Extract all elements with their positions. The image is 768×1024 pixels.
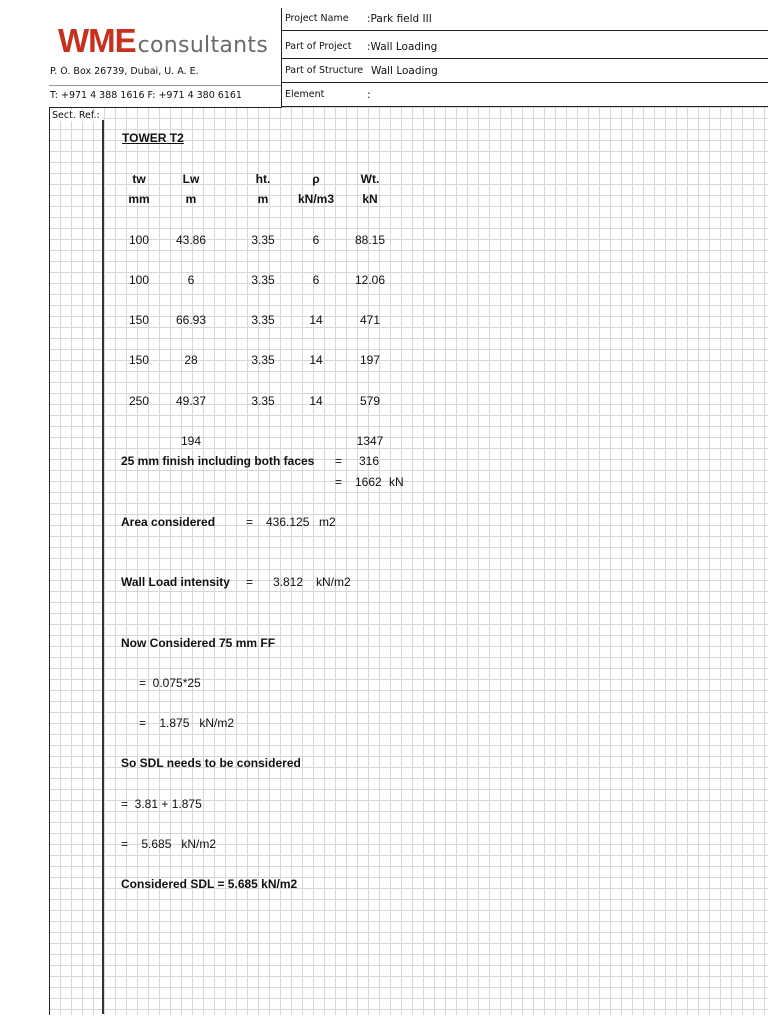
column-unit-density: kN/m3 xyxy=(297,192,335,206)
table-cell: 88.15 xyxy=(354,233,386,247)
table-cell: 250 xyxy=(128,394,150,408)
logo-suffix: consultants xyxy=(137,33,269,58)
table-cell: 3.35 xyxy=(251,353,275,367)
finish-equals: = xyxy=(335,454,343,468)
table-cell: 43.86 xyxy=(175,233,207,247)
part-of-project-label: Part of Project xyxy=(285,41,352,52)
table-cell: 197 xyxy=(359,353,381,367)
finish-label: 25 mm finish including both faces xyxy=(121,454,315,468)
finish-value: 316 xyxy=(359,454,380,468)
table-cell: 471 xyxy=(359,313,381,327)
table-cell: 14 xyxy=(309,394,323,408)
table-cell: 6 xyxy=(187,273,195,287)
calc-title: TOWER T2 xyxy=(122,131,184,145)
company-block xyxy=(49,8,282,108)
column-unit-tw: mm xyxy=(128,192,150,206)
grand-total-unit: kN xyxy=(389,475,404,489)
sdl-formula: = 3.81 + 1.875 xyxy=(121,797,202,811)
table-cell: 100 xyxy=(128,233,150,247)
column-header-tw: tw xyxy=(132,172,146,186)
project-name-row xyxy=(281,8,768,31)
area-label: Area considered xyxy=(121,515,216,529)
table-cell: 28 xyxy=(184,353,198,367)
element-label: Element xyxy=(285,89,325,100)
wall-load-equals: = xyxy=(246,575,254,589)
element-row xyxy=(281,84,768,107)
column-unit-ht: m xyxy=(257,192,269,206)
divider xyxy=(49,85,281,86)
element-value: : xyxy=(367,89,371,101)
ff-result: = 1.875 kN/m2 xyxy=(139,716,235,730)
area-equals: = xyxy=(246,515,254,529)
table-cell: 150 xyxy=(128,353,150,367)
part-of-structure-value: Wall Loading xyxy=(371,65,438,77)
ff-heading: Now Considered 75 mm FF xyxy=(121,636,276,650)
wall-load-value: 3.812 xyxy=(273,575,304,589)
column-header-density: ρ xyxy=(312,172,320,186)
table-cell: 3.35 xyxy=(251,233,275,247)
column-header-lw: Lw xyxy=(182,172,200,186)
table-cell: 66.93 xyxy=(175,313,207,327)
wall-load-label: Wall Load intensity xyxy=(121,575,230,589)
worksheet-grid xyxy=(49,8,768,1015)
table-cell: 3.35 xyxy=(251,313,275,327)
grand-total-equals: = xyxy=(335,475,343,489)
table-cell: 49.37 xyxy=(175,394,207,408)
company-phone-fax: T: +971 4 388 1616 F: +971 4 380 6161 xyxy=(50,90,242,101)
company-logo xyxy=(58,22,268,60)
area-unit: m2 xyxy=(319,515,336,529)
part-of-structure-row xyxy=(281,60,768,83)
table-cell: 14 xyxy=(309,353,323,367)
part-of-structure-label: Part of Structure xyxy=(285,65,364,76)
conclusion: Considered SDL = 5.685 kN/m2 xyxy=(121,877,298,891)
total-weight: 1347 xyxy=(356,434,384,448)
ff-formula: = 0.075*25 xyxy=(139,676,201,690)
margin-line xyxy=(102,120,104,1014)
grand-total-value: 1662 xyxy=(355,475,382,489)
table-cell: 6 xyxy=(312,233,320,247)
table-cell: 579 xyxy=(359,394,381,408)
part-of-project-row xyxy=(281,36,768,59)
table-cell: 3.35 xyxy=(251,394,275,408)
section-reference-label: Sect. Ref.: xyxy=(52,110,100,121)
wall-load-unit: kN/m2 xyxy=(316,575,351,589)
sdl-heading: So SDL needs to be considered xyxy=(121,756,301,770)
sdl-result: = 5.685 kN/m2 xyxy=(121,837,217,851)
total-length: 194 xyxy=(180,434,202,448)
part-of-project-value: :Wall Loading xyxy=(367,41,438,53)
column-header-wt: Wt. xyxy=(360,172,380,186)
column-header-ht: ht. xyxy=(255,172,271,186)
table-cell: 12.06 xyxy=(354,273,386,287)
logo-brand: WME xyxy=(58,22,136,59)
area-value: 436.125 xyxy=(266,515,310,529)
column-unit-wt: kN xyxy=(362,192,378,206)
table-cell: 100 xyxy=(128,273,150,287)
project-name-value: :Park field III xyxy=(367,13,432,25)
table-cell: 3.35 xyxy=(251,273,275,287)
table-cell: 6 xyxy=(312,273,320,287)
table-cell: 14 xyxy=(309,313,323,327)
project-name-label: Project Name xyxy=(285,13,349,24)
column-unit-lw: m xyxy=(185,192,197,206)
table-cell: 150 xyxy=(128,313,150,327)
company-address: P. O. Box 26739, Dubai, U. A. E. xyxy=(50,66,199,77)
title-block xyxy=(49,8,768,107)
